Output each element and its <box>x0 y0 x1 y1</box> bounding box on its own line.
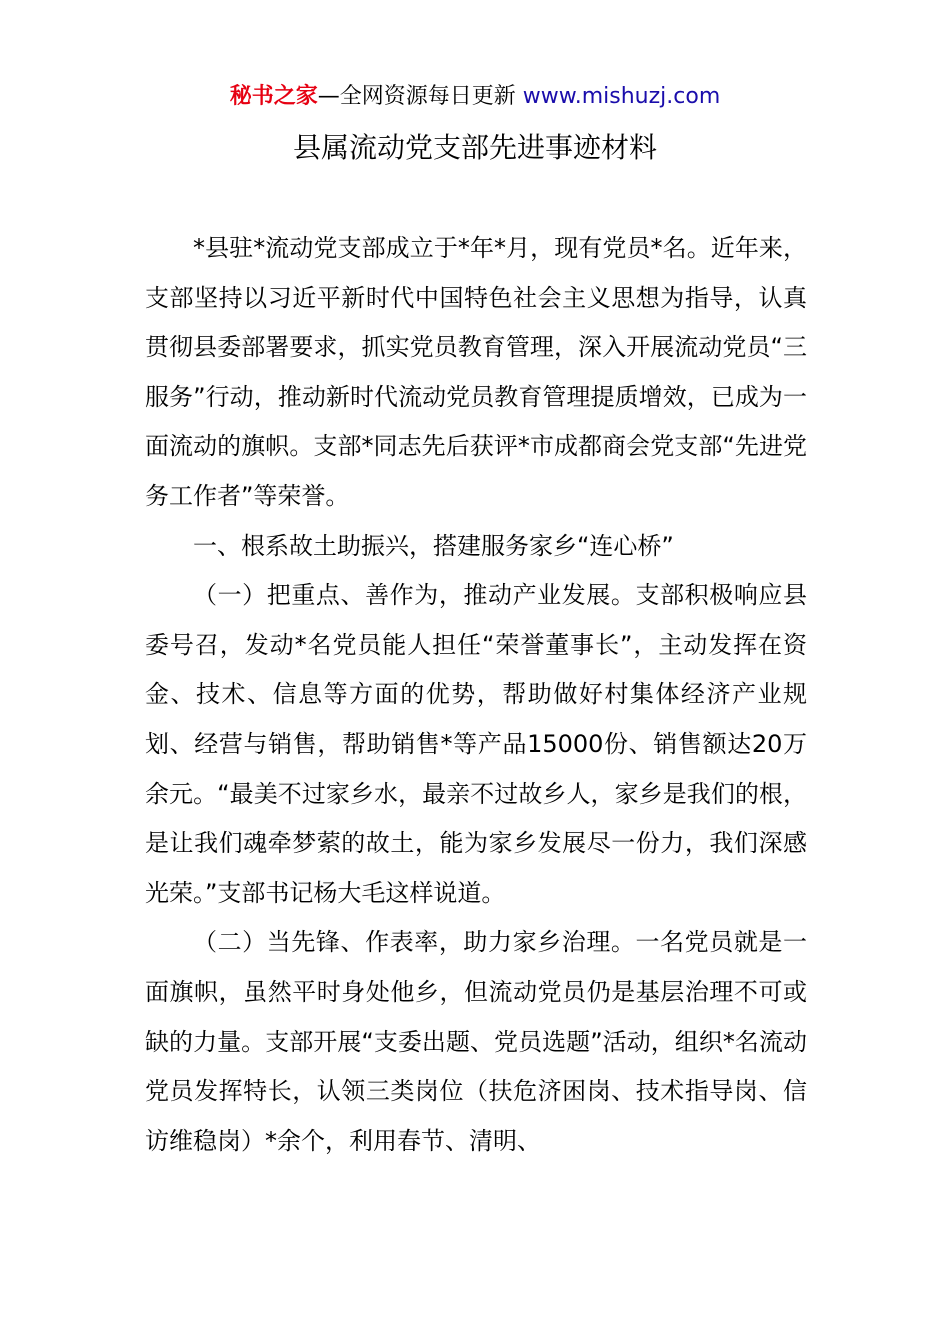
document-title: 县属流动党支部先进事迹材料 <box>292 131 657 164</box>
section-heading-1: 一、根系故土助振兴，搭建服务家乡“连心桥” <box>193 531 674 560</box>
site-brand: 秘书之家 <box>229 84 318 109</box>
paragraph-industry: （一）把重点、善作为，推动产业发展。支部积极响应县委号召，发动*名党员能人担任“荣誉董事长”，主动发挥在资金、技术、信息等方面的优势，帮助做好村集体经济产业规划、经营与销售，帮助销售*等产品15000份、销售额达20万余元。“最美不过家乡水，最亲不过故乡人，家乡是我们的根，是让我们魂牵梦萦的故土，能为家乡发展尽一份力，我们深感光荣。”支部书记杨大毛这样说道。 <box>145 581 807 907</box>
document-body <box>145 224 807 1166</box>
site-tagline: —全网资源每日更新 <box>317 84 523 109</box>
site-header <box>0 80 950 114</box>
paragraph-intro: *县驻*流动党支部成立于*年*月，现有党员*名。近年来，支部坚持以习近平新时代中国特色社会主义思想为指导，认真贯彻县委部署要求，抓实党员教育管理，深入开展流动党员“三服务”行动，推动新时代流动党员教育管理提质增效，已成为一面流动的旗帜。支部*同志先后获评*市成都商会党支部“先进党务工作者”等荣誉。 <box>145 234 807 510</box>
paragraph-governance: （二）当先锋、作表率，助力家乡治理。一名党员就是一面旗帜，虽然平时身处他乡，但流动党员仍是基层治理不可或缺的力量。支部开展“支委出题、党员选题”活动，组织*名流动党员发挥特长，认领三类岗位（扶危济困岗、技术指导岗、信访维稳岗）*余个，利用春节、清明、 <box>145 928 807 1155</box>
site-url-link[interactable]: www.mishuzj.com <box>522 84 721 109</box>
